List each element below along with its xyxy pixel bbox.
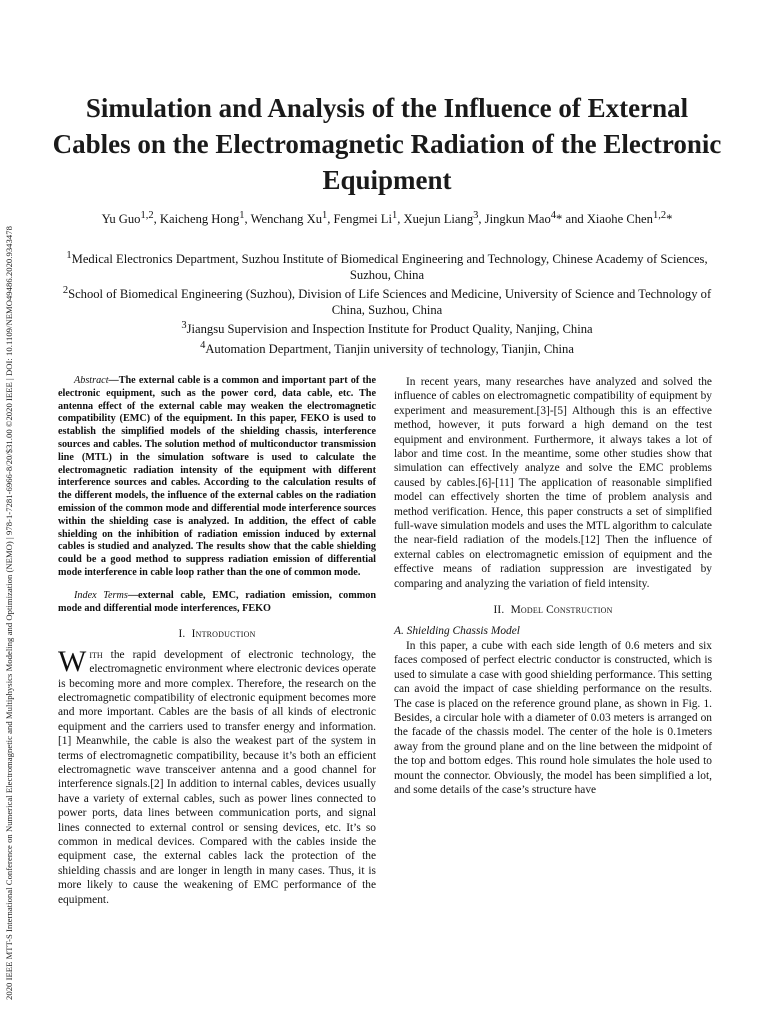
affiliation xyxy=(52,283,722,318)
affiliation-text: Jiangsu Supervision and Inspection Institute for Product Quality, Nanjing, China xyxy=(186,322,593,337)
paper-title: Simulation and Analysis of the Influence of External Cables on the Electromagnetic Radiation of the Electronic Equipment xyxy=(52,93,722,195)
affiliation-mark: 2 xyxy=(62,285,69,297)
affiliation-mark: 3 xyxy=(181,320,187,332)
author: Xiaohe Chen xyxy=(586,212,653,227)
lead-word: ith xyxy=(89,648,103,661)
author-separator: , xyxy=(153,212,160,227)
affiliation-mark: 1 xyxy=(66,250,72,261)
author-affiliation-mark: 1,2 xyxy=(140,210,154,221)
author-separator: , xyxy=(244,212,251,227)
intro-paragraph-2: In recent years, many researches have analyzed and solved the influence of cables on electromagnetic compatibility of equipment by experiment and measurement.[3]-[5] Although this is an effective method, however, it puts forward a high demand on the test equipment and environment. Furthermore, it always takes a lot of labor and time cost. In the meantime, some other studies show that simulation can effectively analyze and solve the EMC problems caused by cables.[6]-[11] The application of reasonable simplified model can effectively shorten the time of problem analysis and method verification. Hence, this paper constructs a set of simplified full-wave simulation models and uses the MTL algorithm to calculate the near-field radiation of the models.[12] Then the influence of external cables on electromagnetic emission of equipment and the effective means of radiation suppression are investigated by comparing and analyzing the variation of field intensity. xyxy=(394,376,712,590)
author: Fengmei Li xyxy=(333,212,392,227)
author: Xuejun Liang xyxy=(403,212,474,227)
author: Kaicheng Hong xyxy=(159,212,240,227)
affiliation-list xyxy=(52,248,722,357)
index-terms-text: —external cable, EMC, radiation emission, common mode and differential mode interferences, FEKO xyxy=(58,589,376,614)
author: Jingkun Mao xyxy=(484,212,551,227)
affiliation xyxy=(52,318,722,337)
author-affiliation-mark: 3 xyxy=(473,210,479,221)
drop-cap: W xyxy=(58,644,87,678)
author-affiliation-mark: 4 xyxy=(550,210,557,221)
section-heading-model-construction xyxy=(394,603,712,617)
index-terms xyxy=(58,590,376,616)
subsection-heading-shielding-chassis: A. Shielding Chassis Model xyxy=(394,624,520,637)
section-heading-introduction xyxy=(58,627,376,641)
author: Yu Guo xyxy=(101,212,141,227)
author: Wenchang Xu xyxy=(250,212,322,227)
affiliation xyxy=(52,248,722,283)
author-affiliation-mark: 1 xyxy=(322,210,328,221)
left-column xyxy=(58,375,376,907)
author-affiliation-mark: 1,2 xyxy=(652,210,667,221)
affiliation-text: Automation Department, Tianjin university of technology, Tianjin, China xyxy=(205,341,574,356)
right-column xyxy=(394,375,712,797)
affiliation xyxy=(52,338,722,357)
author-separator: * xyxy=(666,212,673,227)
affiliation-mark: 4 xyxy=(200,339,206,351)
affiliation-text: Medical Electronics Department, Suzhou Institute of Biomedical Engineering and Technology, Chinese Academy of Sciences, Suzhou, China xyxy=(71,252,708,283)
conference-doi-text: 2020 IEEE MTT-S International Conference on Numerical Electromagnetic and Multiphysics Modeling and Optimization (NEMO) | 978-1-7281-6966-8/20/$31.00 ©2020 IEEE | DOI: 10.1109/NEMO49486.2020.9343478 xyxy=(4,226,14,1000)
section-number: II. xyxy=(493,604,505,617)
author-list xyxy=(52,208,722,227)
section-title: Model Construction xyxy=(510,604,613,617)
section-number: I. xyxy=(178,628,186,641)
author-separator: , xyxy=(397,212,404,227)
abstract-text: —The external cable is a common and important part of the electronic equipment, such as the power cord, data cable, etc. The antenna effect of the external cable may weaken the electromagnetic compatibility (EMC) of the equipment. In this paper, FEKO is used to establish the simplified models of the shielding chassis, interference sources and cables. The solution method of multiconductor transmission line (MTL) in the simulation software is used to calculate the electromagnetic radiation intensity of the equipment with different interference sources and cables. According to the calculation results of the different models, the influence of the external cables on the radiation emission of the common mode and differential mode interference sources within the shielding case is analyzed. In addition, the effect of cable shielding on the inhibition of radiation emission induced by external cables is studied and analyzed. The results show that the cable shielding could be a good method to suppress radiation emission of differential mode interference in cable loop rather than the one of common mode. xyxy=(58,375,376,578)
abstract-label: Abstract xyxy=(74,375,109,386)
author-separator: , xyxy=(327,212,334,227)
author-affiliation-mark: 1 xyxy=(239,210,245,221)
abstract xyxy=(58,375,376,580)
intro-paragraph-1 xyxy=(58,644,376,907)
model-paragraph-1: In this paper, a cube with each side length of 0.6 meters and six faces composed of perfect electric conductor is constructed, which is used to simulate a case with good shielding performance. This setting can avoid the impact of case shielding performance on the results. The case is placed on the reference ground plane, as shown in Fig. 1. Besides, a circular hole with a diameter of 0.03 meters is arranged on the facade of the chassis model. The center of the hole is 0.1meters away from the ground plane and on the line between the midpoint of the top and bottom edges. This round hole simulates the hole used to mount the connector. Obviously, the model has been simplified a lot, and some details of the case’s structure have xyxy=(394,639,712,796)
affiliation-text: School of Biomedical Engineering (Suzhou), Division of Life Sciences and Medicine, University of Science and Technology of China, Suzhou, China xyxy=(68,287,712,318)
conference-doi-sidebar xyxy=(3,40,17,1000)
author-separator: * and xyxy=(556,212,587,227)
index-terms-label: Index Terms xyxy=(74,589,128,601)
author-separator: , xyxy=(478,212,485,227)
author-affiliation-mark: 1 xyxy=(391,210,398,221)
paragraph-text: the rapid development of electronic technology, the electromagnetic environment where electronic devices operate is becoming more and more complex. Therefore, the research on the electromagnetic compatibility of electronic equipment becomes more and more important. Cables are the basis of all kinds of electronic equipment and the carriers used to transfer energy and information.[1] Meanwhile, the cable is also the weakest part of the system in terms of electromagnetic compatibility, because it’s both an efficient electromagnetic wave transceiver antenna and a good channel for interference signals.[2] In addition to internal cables, devices usually have a variety of external cables, such as power lines connected to power ports, data lines between communication ports, and signal lines connected to external control or sensing devices, etc. It’s so common in medical devices. Compared with the cables inside the equipment case, the external cables lack the protection of the shielding chassis and are longer in length in many cases. Thus, it is more likely to cause the weakening of EMC performance of the equipment. xyxy=(58,648,376,906)
section-title: Introduction xyxy=(191,628,256,641)
